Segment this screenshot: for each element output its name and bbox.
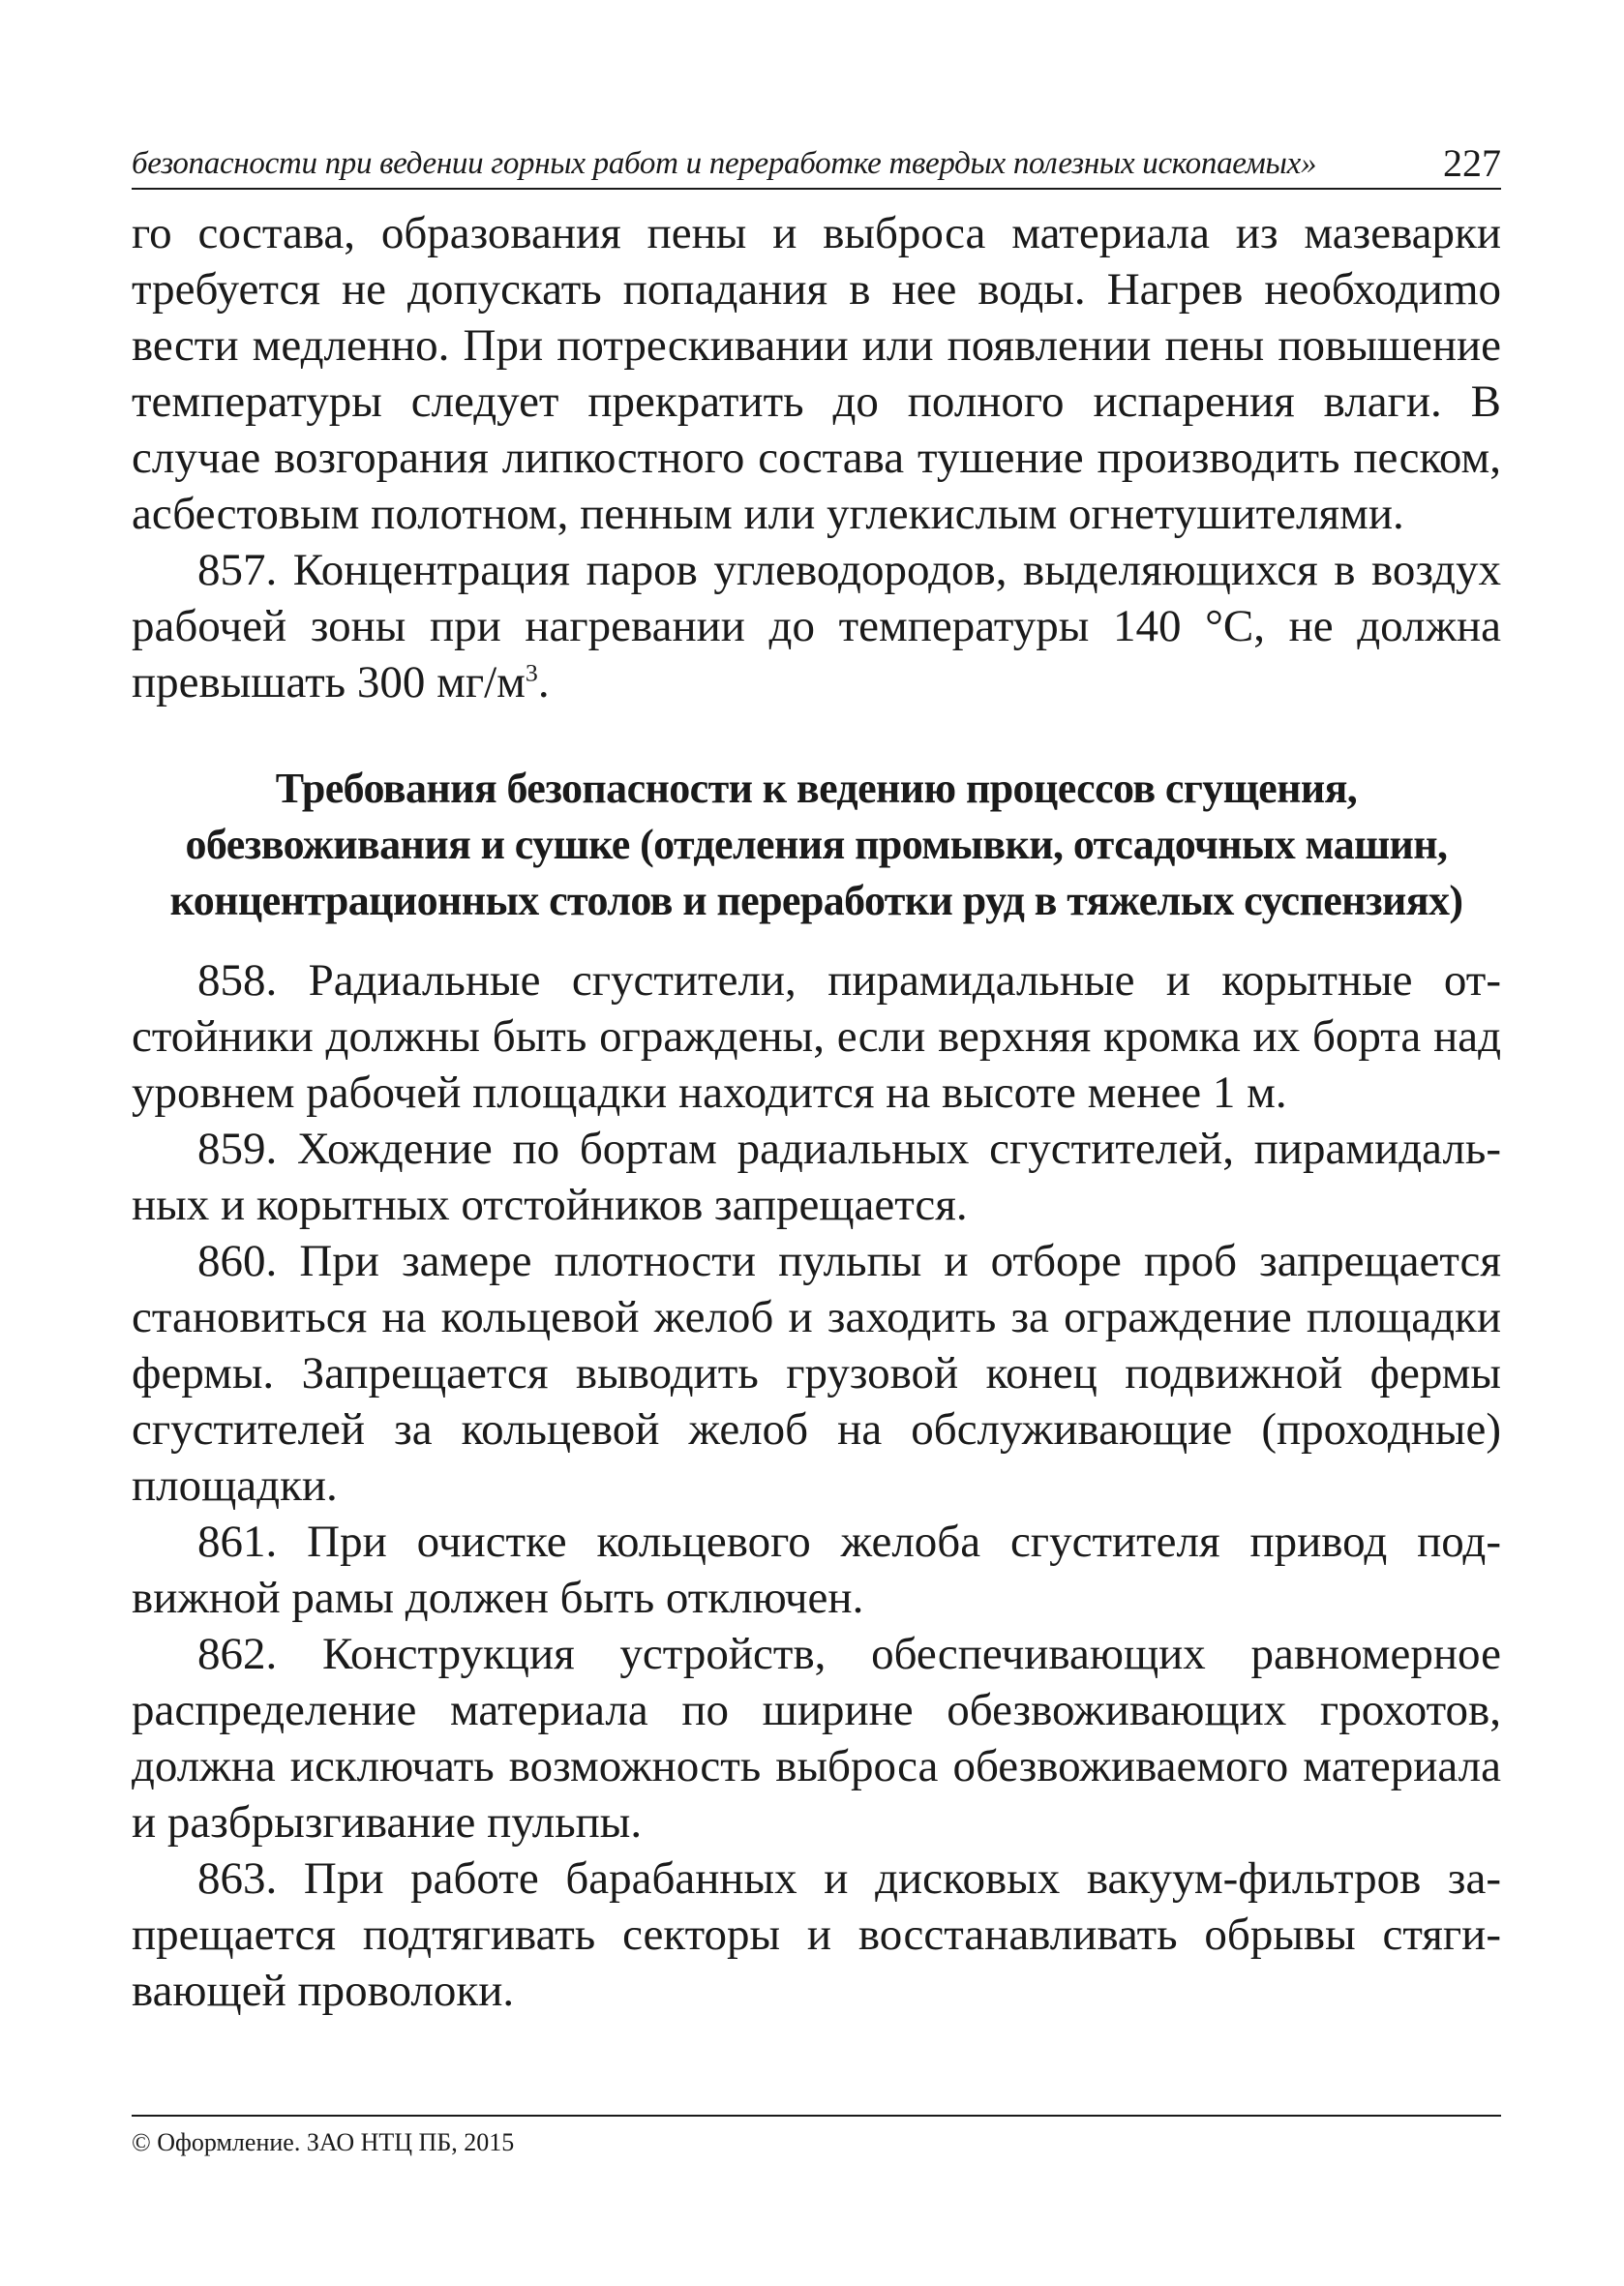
paragraph-861: 861. При очистке кольцевого желоба сгустителя привод подвижной рамы должен быть отключен.	[132, 1517, 1501, 1623]
paragraph-continuation: го состава, образования пены и выброса материала из мазеварки требуется не допускать попадания в нее воды. Нагрев необходиmо вести медленно. При потрескивании или появлении пены повышение температуры следует прекратить до полного испарения влаги. В случае возгорания липкостного состава тушение производить песком, асбестовым полотном, пенным или углекислым огнетушителями.	[132, 208, 1501, 539]
paragraph-859: 859. Хождение по бортам радиальных сгустителей, пирамидальных и корытных отстойников запрещается.	[132, 1124, 1501, 1230]
running-header	[132, 135, 1501, 190]
header-divider	[132, 188, 1501, 190]
paragraph-860: 860. При замере плотности пульпы и отборе проб запрещается становиться на кольцевой желоб и заходить за ограждение площадки фермы. Запрещается выводить грузовой конец подвижной фермы сгустителей за кольцевой желоб на обслуживающие (проходные) площадки.	[132, 1236, 1501, 1511]
paragraph-862: 862. Конструкция устройств, обеспечивающих равномерное распределение материала по ширине обезвоживающих грохотов, должна исключать возможность выброса обезвоживаемого материала и разбрызгивание пульпы.	[132, 1629, 1501, 1848]
paragraph-857	[132, 542, 1501, 710]
superscript-3: 3	[525, 658, 538, 687]
paragraph-858: 858. Радиальные сгустители, пирамидальные и корытные отстойники должны быть ограждены, если верхняя кромка их борта над уровнем рабочей площадки находится на высоте менее 1 м.	[132, 955, 1501, 1118]
running-header-title: безопасности при ведении горных работ и переработке твердых полезных ископаемых»	[132, 146, 1317, 181]
footer-divider	[132, 2115, 1501, 2117]
section-heading: Требования безопасности к ведению процессов сгущения, обезвоживания и сушке (отделения промывки, отсадочных машин, концентрационных столов и переработки руд в тяжелых суспензиях)	[169, 765, 1463, 924]
paragraph-863: 863. При работе барабанных и дисковых вакуум-фильтров запрещается подтягивать секторы и восстанавливать обрывы стягивающей проволоки.	[132, 1853, 1501, 2016]
paragraph-857-text: 857. Концентрация паров углеводородов, выделяющихся в воздух рабочей зоны при нагревании до температуры 140 °С, не должна превышать 300 мг/м	[132, 545, 1501, 707]
footer-copyright: © Оформление. ЗАО НТЦ ПБ, 2015	[132, 2128, 515, 2156]
paragraph-857-period: .	[537, 657, 550, 707]
page-body	[132, 205, 1501, 2019]
page-number: 227	[1443, 141, 1501, 185]
page-footer	[132, 2115, 1501, 2157]
